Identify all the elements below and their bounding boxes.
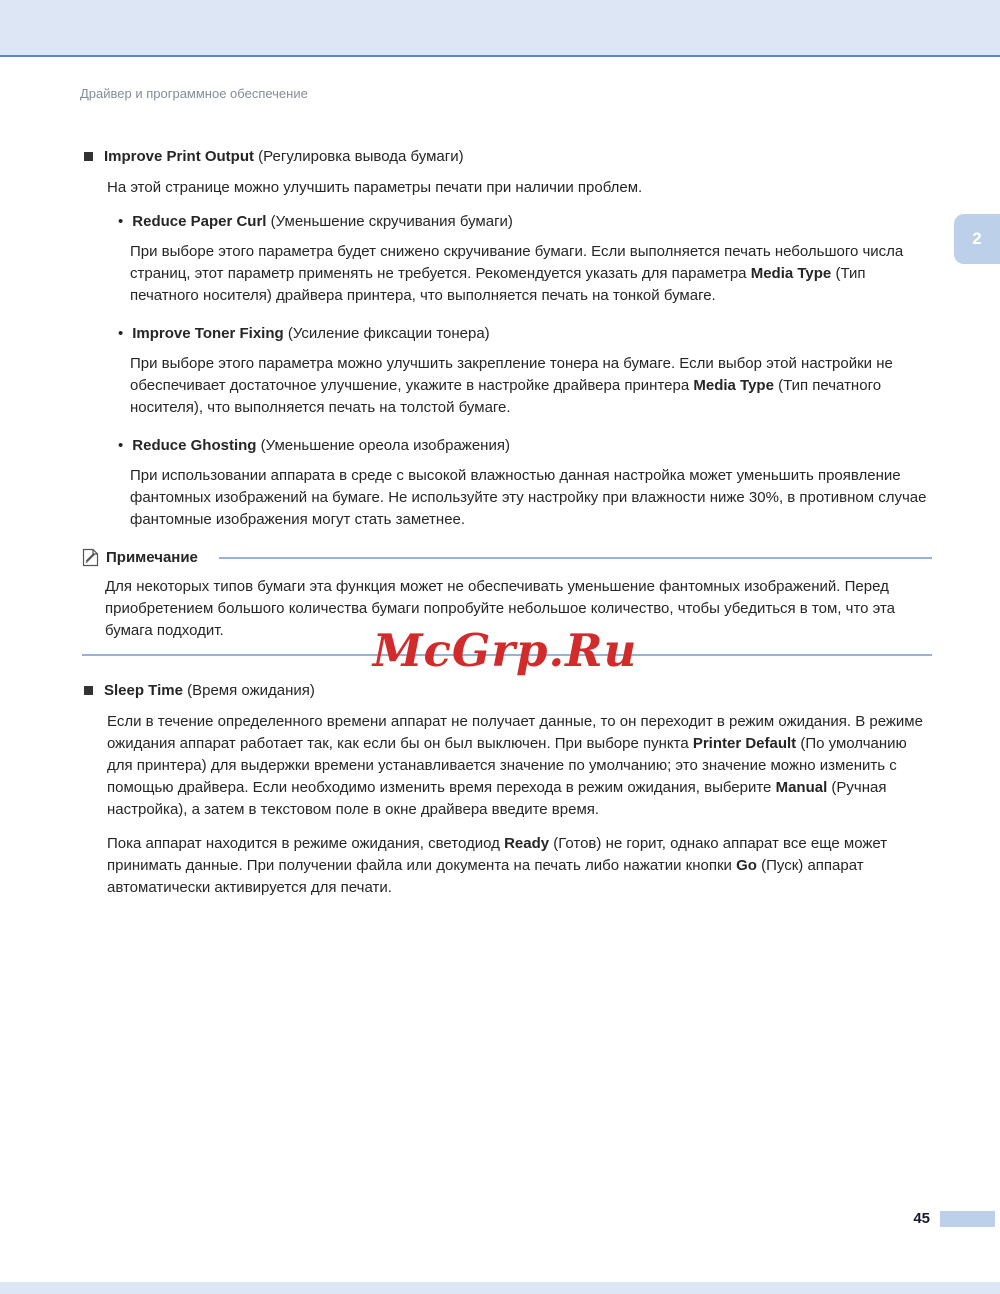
square-bullet-icon <box>84 686 93 695</box>
paragraph-sleep-time-1: Если в течение определенного времени аппарат не получает данные, то он переходит в режим ожидания. В режиме ожидания аппарат работает так, как если бы он был выключен. При выборе пункта Printer Default (По умолчанию для принтера) для выдержки времени устанавливается значение по умолчанию; это значение можно изменить с помощью драйвера. Если необходимо изменить время перехода в режим ожидания, выберите Manual (Ручная настройка), а затем в текстовом поле в окне драйвера введите время. <box>107 713 923 818</box>
section-title: Improve Print Output (Регулировка вывода бумаги) <box>104 148 464 165</box>
bullet-reduce-ghosting <box>118 435 932 457</box>
paragraph-intro: На этой странице можно улучшить параметры печати при наличии проблем. <box>107 179 643 196</box>
dot-bullet-icon: • <box>118 325 124 342</box>
square-bullet-icon <box>84 152 93 161</box>
page-number: 45 <box>913 1210 930 1227</box>
running-header: Драйвер и программное обеспечение <box>80 86 308 101</box>
bottom-band <box>0 1282 1000 1294</box>
bullet-title: Improve Toner Fixing (Усиление фиксации тонера) <box>132 325 490 342</box>
paragraph-sleep-time-2: Пока аппарат находится в режиме ожидания, светодиод Ready (Готов) не горит, однако аппарат все еще может принимать данные. При получении файла или документа на печать либо нажатии кнопки Go (Пуск) аппарат автоматически активируется для печати. <box>107 835 888 896</box>
paragraph-reduce-paper-curl: При выборе этого параметра будет снижено скручивание бумаги. Если выполняется печать небольшого числа страниц, этот параметр применять не требуется. Рекомендуется указать для параметра Media Type (Тип печатного носителя) драйвера принтера, что выполняется печать на тонкой бумаге. <box>130 243 904 304</box>
note-rule-line <box>219 557 932 559</box>
dot-bullet-icon: • <box>118 213 124 230</box>
page-content <box>84 146 932 911</box>
paragraph-reduce-ghosting: При использовании аппарата в среде с высокой влажностью данная настройка может уменьшить проявление фантомных изображений на бумаге. Не используйте эту настройку при влажности ниже 30%, в противном случае фантомные изображения могут стать заметнее. <box>130 467 927 528</box>
section-improve-print-output <box>84 146 932 168</box>
page-footer <box>913 1210 995 1227</box>
top-band <box>0 0 1000 57</box>
bullet-improve-toner-fixing <box>118 323 932 345</box>
section-title: Sleep Time (Время ожидания) <box>104 682 315 699</box>
section-sleep-time <box>84 680 932 702</box>
paragraph-improve-toner-fixing: При выборе этого параметра можно улучшить закрепление тонера на бумаге. Если выбор этой настройки не обеспечивает достаточное улучшение, укажите в настройке драйвера принтера Media Type (Тип печатного носителя), что выполняется печать на толстой бумаге. <box>130 355 893 416</box>
note-header <box>82 547 932 569</box>
dot-bullet-icon: • <box>118 437 124 454</box>
note-body-text: Для некоторых типов бумаги эта функция может не обеспечивать уменьшение фантомных изображений. Перед приобретением большого количества бумаги попробуйте небольшое количество, чтобы убедиться в том, что эта бумага подходит. <box>105 578 896 639</box>
note-icon <box>82 548 99 567</box>
chapter-number-tab: 2 <box>954 214 1000 264</box>
footer-accent-bar <box>940 1211 995 1227</box>
bullet-reduce-paper-curl <box>118 211 932 233</box>
note-label: Примечание <box>106 549 198 566</box>
watermark: McGrp.Ru <box>372 624 638 677</box>
bullet-title: Reduce Ghosting (Уменьшение ореола изображения) <box>132 437 510 454</box>
bullet-title: Reduce Paper Curl (Уменьшение скручивания бумаги) <box>132 213 513 230</box>
